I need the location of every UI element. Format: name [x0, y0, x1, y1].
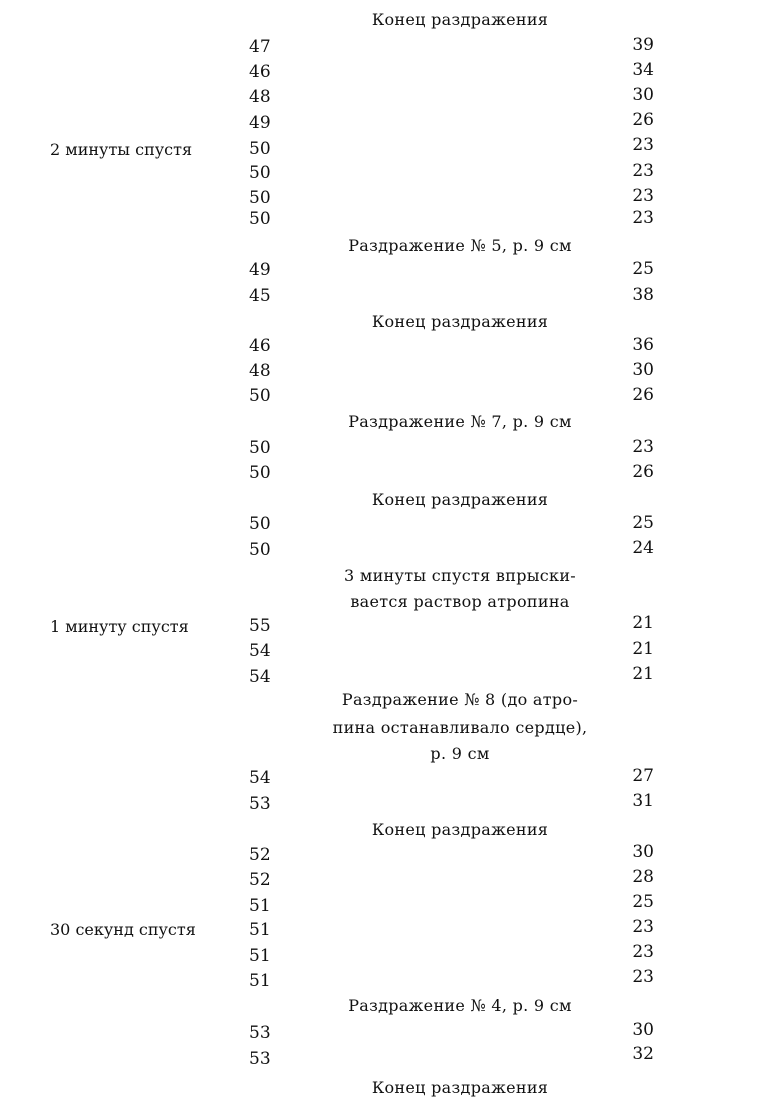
right-value: 39	[632, 35, 654, 55]
time-label: 30 секунд спустя	[50, 920, 196, 939]
heading-stimulation-8-line-2: пина останавливало сердце),	[332, 718, 588, 737]
left-value: 50	[249, 139, 271, 159]
heading-end-stimulation: Конец раздражения	[371, 1078, 549, 1097]
right-value: 38	[632, 285, 654, 305]
right-value: 23	[632, 186, 654, 206]
left-value: 53	[249, 1023, 271, 1043]
right-value: 30	[632, 360, 654, 380]
right-value: 23	[632, 967, 654, 987]
left-value: 51	[249, 971, 271, 991]
right-value: 30	[632, 842, 654, 862]
left-value: 49	[249, 113, 271, 133]
right-value: 30	[632, 85, 654, 105]
right-value: 21	[632, 664, 654, 684]
left-value: 54	[249, 667, 271, 687]
heading-atropine-line-2: вается раствор атропина	[350, 592, 570, 611]
left-value: 50	[249, 438, 271, 458]
time-label: 1 минуту спустя	[50, 617, 189, 636]
right-value: 28	[632, 867, 654, 887]
right-value: 27	[632, 766, 654, 786]
right-value: 31	[632, 791, 654, 811]
heading-end-stimulation: Конец раздражения	[371, 490, 549, 509]
time-label: 2 минуты спустя	[50, 140, 193, 159]
left-value: 50	[249, 163, 271, 183]
left-value: 46	[249, 336, 271, 356]
right-value: 25	[632, 513, 654, 533]
left-value: 55	[249, 616, 271, 636]
left-value: 54	[249, 641, 271, 661]
left-value: 50	[249, 463, 271, 483]
left-value: 48	[249, 361, 271, 381]
left-value: 50	[249, 386, 271, 406]
right-value: 24	[632, 538, 654, 558]
right-value: 23	[632, 437, 654, 457]
right-value: 34	[632, 60, 654, 80]
heading-end-stimulation: Конец раздражения	[371, 10, 549, 29]
right-value: 23	[632, 208, 654, 228]
left-value: 49	[249, 260, 271, 280]
right-value: 23	[632, 942, 654, 962]
heading-stimulation-8-line-3: р. 9 см	[430, 744, 490, 763]
left-value: 50	[249, 188, 271, 208]
right-value: 25	[632, 892, 654, 912]
right-value: 32	[632, 1044, 654, 1064]
heading-stimulation-5: Раздражение № 5, р. 9 см	[348, 236, 572, 255]
left-value: 45	[249, 286, 271, 306]
left-value: 50	[249, 209, 271, 229]
right-value: 23	[632, 161, 654, 181]
left-value: 51	[249, 946, 271, 966]
right-value: 36	[632, 335, 654, 355]
right-value: 21	[632, 613, 654, 633]
heading-atropine-line-1: 3 минуты спустя впрыски-	[343, 566, 577, 585]
left-value: 54	[249, 768, 271, 788]
left-value: 50	[249, 514, 271, 534]
left-value: 46	[249, 62, 271, 82]
left-value: 52	[249, 845, 271, 865]
heading-end-stimulation: Конец раздражения	[371, 820, 549, 839]
right-value: 26	[632, 385, 654, 405]
right-value: 25	[632, 259, 654, 279]
left-value: 52	[249, 870, 271, 890]
left-value: 53	[249, 1049, 271, 1069]
right-value: 23	[632, 917, 654, 937]
heading-stimulation-8-line-1: Раздражение № 8 (до атро-	[341, 690, 579, 709]
left-value: 51	[249, 920, 271, 940]
left-value: 50	[249, 540, 271, 560]
right-value: 26	[632, 462, 654, 482]
left-value: 51	[249, 896, 271, 916]
left-value: 53	[249, 794, 271, 814]
left-value: 47	[249, 37, 271, 57]
right-value: 23	[632, 135, 654, 155]
right-value: 21	[632, 639, 654, 659]
right-value: 26	[632, 110, 654, 130]
right-value: 30	[632, 1020, 654, 1040]
heading-end-stimulation: Конец раздражения	[371, 312, 549, 331]
heading-stimulation-4: Раздражение № 4, р. 9 см	[348, 996, 572, 1015]
left-value: 48	[249, 87, 271, 107]
heading-stimulation-7: Раздражение № 7, р. 9 см	[348, 412, 572, 431]
